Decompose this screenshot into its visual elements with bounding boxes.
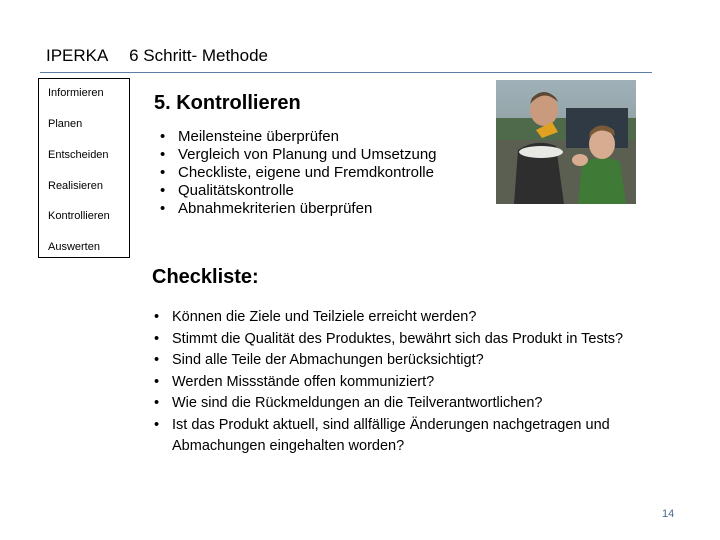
list-item: • Stimmt die Qualität des Produktes, bewährt sich das Produkt in Tests? [172, 329, 692, 351]
section-title: 5. Kontrollieren [154, 92, 301, 114]
list-item: • Ist das Produkt aktuell, sind allfällige Änderungen nachgetragen und Abmachungen eingehalten worden? [172, 415, 692, 458]
header-subtitle: 6 Schritt- Methode [129, 46, 268, 65]
list-item: • Checkliste, eigene und Fremdkontrolle [178, 164, 437, 182]
list-item: • Abnahmekriterien überprüfen [178, 200, 437, 218]
list-item: • Qualitätskontrolle [178, 182, 437, 200]
list-item: • Können die Ziele und Teilziele erreicht werden? [172, 307, 692, 329]
brand-title: IPERKA [46, 46, 109, 65]
sidebar-item-realisieren: Realisieren [48, 180, 104, 192]
list-item: • Werden Missstände offen kommuniziert? [172, 372, 692, 394]
sidebar-steps-box [38, 78, 130, 258]
photo-image [496, 80, 636, 204]
list-item: • Sind alle Teile der Abmachungen berücksichtigt? [172, 350, 692, 372]
checklist-title: Checkliste: [152, 266, 259, 288]
list-item: • Vergleich von Planung und Umsetzung [178, 146, 437, 164]
page-number: 14 [662, 508, 675, 520]
sidebar-item-informieren: Informieren [48, 87, 104, 99]
sidebar-item-kontrollieren: Kontrollieren [48, 210, 110, 222]
header-divider [40, 72, 652, 73]
checklist-bullet-list [172, 307, 692, 458]
list-item: • Wie sind die Rückmeldungen an die Teilverantwortlichen? [172, 393, 692, 415]
sidebar-item-planen: Planen [48, 118, 83, 130]
sidebar-item-auswerten: Auswerten [48, 241, 100, 253]
slide-header [46, 46, 268, 66]
sidebar-item-entscheiden: Entscheiden [48, 149, 109, 161]
list-item: • Meilensteine überprüfen [178, 128, 437, 146]
step-bullet-list [178, 128, 437, 218]
